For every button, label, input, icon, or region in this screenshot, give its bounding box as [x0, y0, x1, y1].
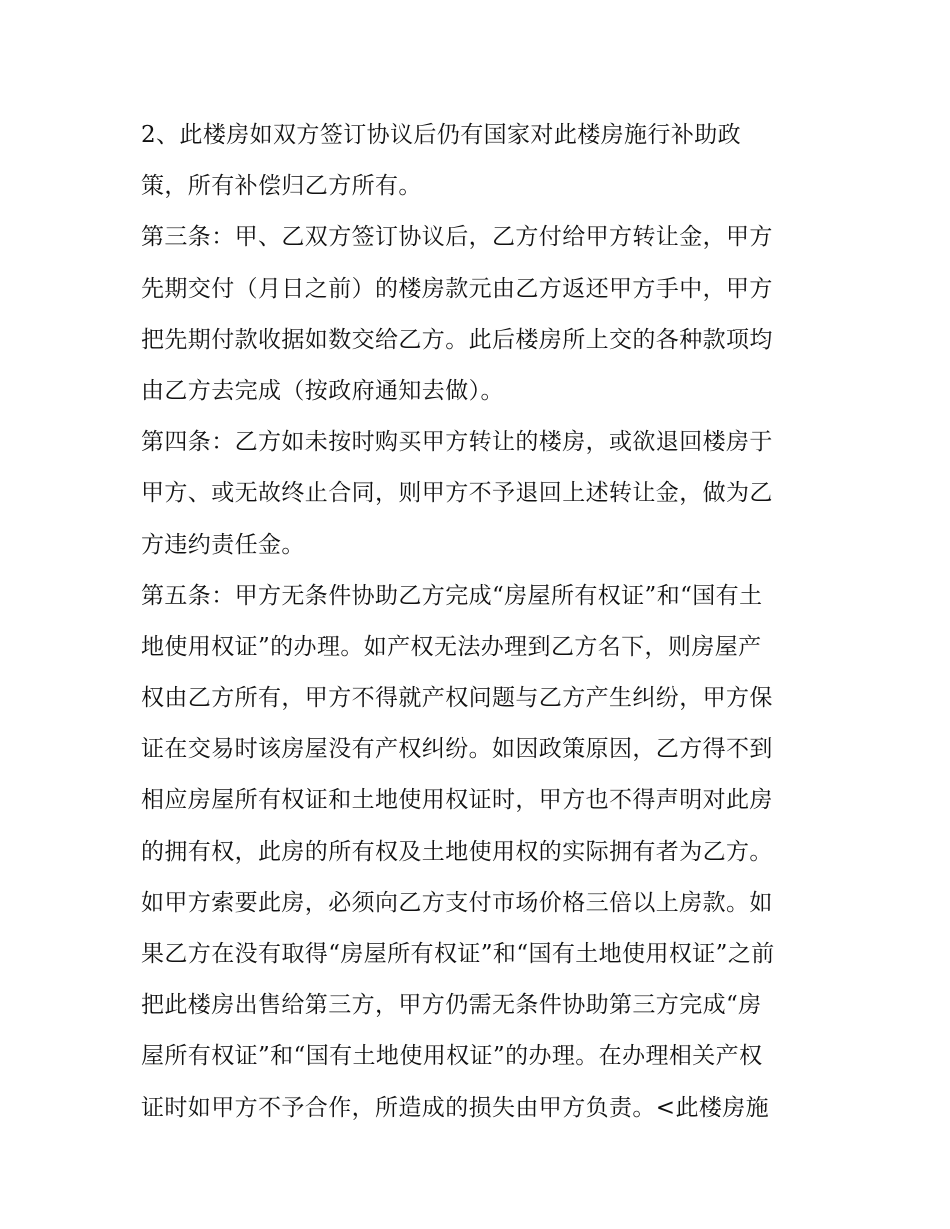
- text-line: 第五条：甲方无条件协助乙方完成“房屋所有权证”和“国有土: [141, 582, 763, 609]
- text-line: 策，所有补偿归乙方所有。: [141, 173, 422, 200]
- text-line: 甲方、或无故终止合同，则甲方不予退回上述转让金，做为乙: [141, 480, 773, 507]
- text-line: 第三条：甲、乙双方签订协议后，乙方付给甲方转让金，甲方: [141, 224, 773, 251]
- text-line: 第四条：乙方如未按时购买甲方转让的楼房，或欲退回楼房于: [141, 429, 773, 456]
- paragraph-article-5: [141, 571, 821, 1134]
- text-line: 屋所有权证”和“国有土地使用权证”的办理。在办理相关产权: [141, 1043, 763, 1070]
- paragraph-item-2: [141, 110, 821, 212]
- text-line: 相应房屋所有权证和土地使用权证时，甲方也不得声明对此房: [141, 787, 773, 814]
- text-line: 的拥有权，此房的所有权及土地使用权的实际拥有者为乙方。: [141, 838, 773, 865]
- paragraph-article-4: [141, 417, 821, 571]
- text-line: 2、此楼房如双方签订协议后仍有国家对此楼房施行补助政: [141, 122, 742, 148]
- text-line: 证在交易时该房屋没有产权纠纷。如因政策原因，乙方得不到: [141, 736, 773, 763]
- document-body: [141, 110, 821, 1134]
- text-line: 把先期付款收据如数交给乙方。此后楼房所上交的各种款项均: [141, 326, 773, 353]
- text-line: 证时如甲方不予合作，所造成的损失由甲方负责。<此楼房施: [141, 1094, 770, 1121]
- text-line: 地使用权证”的办理。如产权无法办理到乙方名下，则房屋产: [141, 633, 762, 660]
- text-line: 如甲方索要此房，必须向乙方支付市场价格三倍以上房款。如: [141, 889, 773, 916]
- text-line: 先期交付（月日之前）的楼房款元由乙方返还甲方手中，甲方: [141, 275, 773, 302]
- text-line: 权由乙方所有，甲方不得就产权问题与乙方产生纠纷，甲方保: [141, 685, 773, 712]
- text-line: 由乙方去完成（按政府通知去做）。: [141, 377, 504, 404]
- text-line: 把此楼房出售给第三方，甲方仍需无条件协助第三方完成“房: [141, 992, 762, 1019]
- paragraph-article-3: [141, 212, 821, 417]
- text-line: 方违约责任金。: [141, 531, 305, 558]
- text-line: 果乙方在没有取得“房屋所有权证”和“国有土地使用权证”之前: [141, 941, 775, 967]
